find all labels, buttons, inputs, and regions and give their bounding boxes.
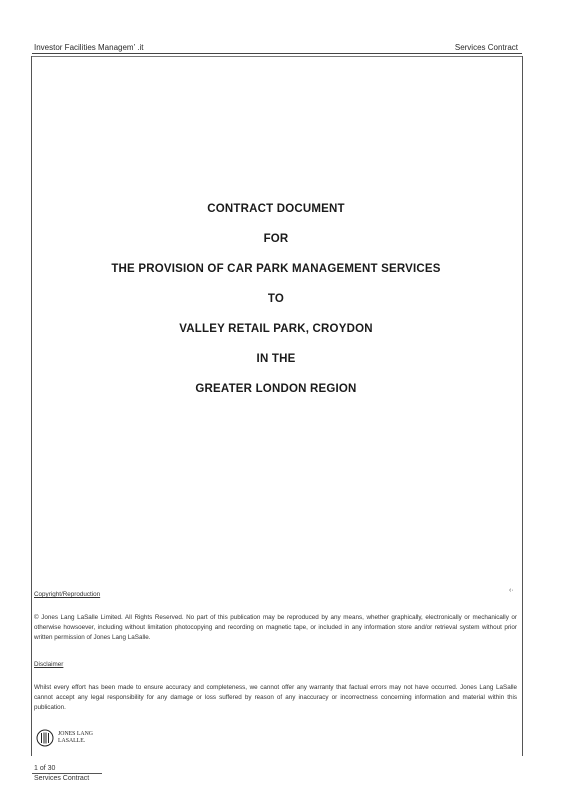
header-rule — [32, 53, 522, 54]
title-line: GREATER LONDON REGION — [195, 383, 357, 395]
header-right-text: Services Contract — [454, 43, 518, 52]
logo-line-2: LASALLE. — [58, 738, 86, 744]
logo-emblem-icon — [36, 729, 54, 747]
disclaimer-paragraph — [34, 683, 517, 713]
title-line: TO — [267, 293, 285, 305]
title-line: CONTRACT DOCUMENT — [207, 203, 345, 215]
disclaimer-text: Whilst every effort has been made to ensure accuracy and completeness, we cannot offer any warranty that factual errors may not have occurred. Jones Lang LaSalle cannot accept any legal responsibility for any damage or loss suffered by reason of any inaccuracy or incorrectness concerning information and material within this publication. — [34, 684, 517, 711]
stray-mark: ‹· — [509, 587, 514, 594]
logo-line-1: JONES LANG — [58, 731, 93, 737]
copyright-heading-text: Copyright/Reproduction — [34, 591, 101, 598]
contract-title — [31, 202, 521, 412]
title-line: VALLEY RETAIL PARK, CROYDON — [179, 323, 373, 335]
copyright-paragraph — [34, 613, 517, 643]
disclaimer-heading-text: Disclaimer — [34, 661, 64, 668]
copyright-text: © Jones Lang LaSalle Limited. All Rights Reserved. No part of this publication may be reproduced by any means, whether graphically, electronically or mechanically or otherwise howsoever, including without limitation photocopying and recording on magnetic tape, or included in any information store and/or retrieval system without prior written permission of Jones Lang LaSalle. — [34, 614, 517, 641]
header-left-text: Investor Facilities Managem’ .it — [34, 43, 144, 52]
company-logo — [36, 729, 93, 747]
copyright-heading — [34, 590, 517, 600]
logo-wordmark — [58, 731, 93, 745]
title-line: THE PROVISION OF CAR PARK MANAGEMENT SERVICES — [111, 263, 441, 275]
title-line: IN THE — [256, 353, 296, 365]
disclaimer-heading — [34, 660, 517, 670]
footer-rule — [32, 773, 102, 774]
title-line: FOR — [263, 233, 289, 245]
footer-title: Services Contract — [34, 775, 90, 782]
page-number: 1 of 30 — [34, 765, 56, 772]
